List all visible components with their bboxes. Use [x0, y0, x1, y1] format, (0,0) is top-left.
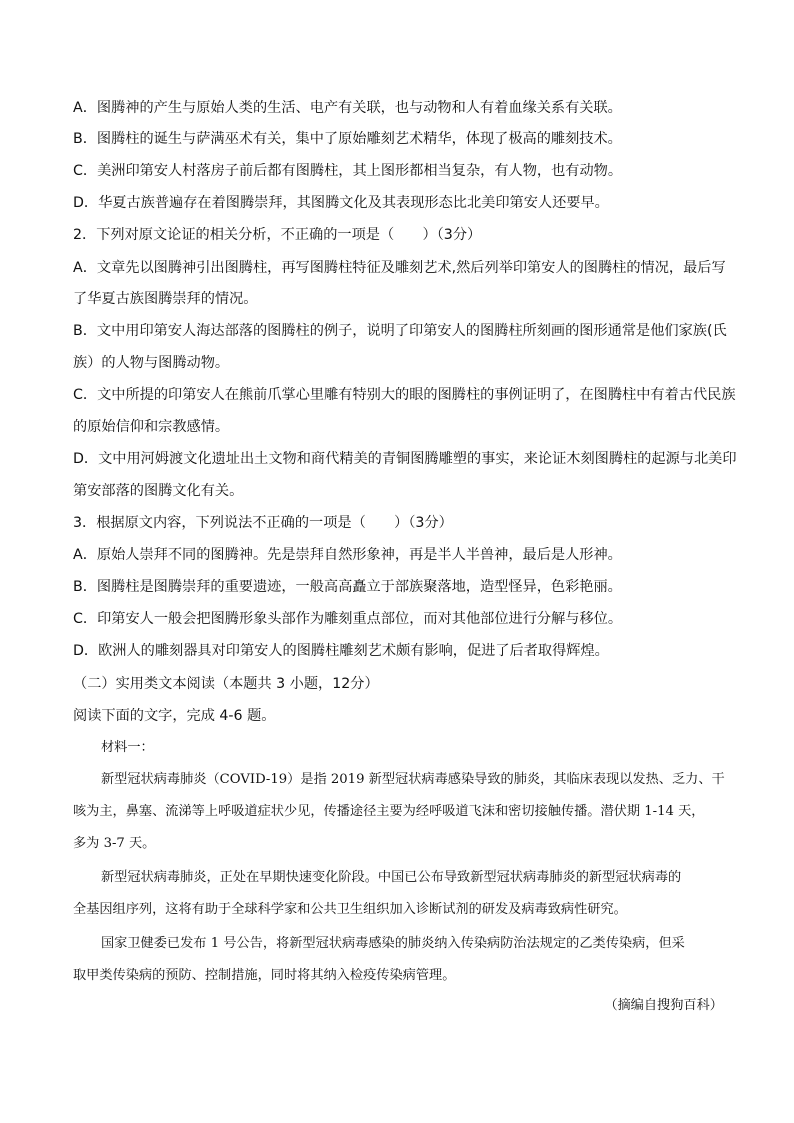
q2-stem: 2．下列对原文论证的相关分析，不正确的一项是（ ）（3分） — [73, 227, 482, 243]
section-instruction: 阅读下面的文字，完成 4-6 题。 — [73, 708, 276, 724]
q2-option-c-line2: 的原始信仰和宗教感情。 — [73, 419, 230, 435]
q3-stem: 3．根据原文内容，下列说法不正确的一项是（ ）（3分） — [73, 515, 453, 531]
q2-option-d-line1: D．文中用河姆渡文化遗址出土文物和商代精美的青铜图腾雕塑的事实，来论证木刻图腾柱的起源与北美印 — [73, 451, 737, 467]
material-para1-line3: 多为 3-7 天。 — [73, 836, 156, 851]
q1-option-b: B．图腾柱的诞生与萨满巫术有关，集中了原始雕刻艺术精华，体现了极高的雕刻技术。 — [73, 131, 622, 147]
q2-option-b-line1: B．文中用印第安人海达部落的图腾柱的例子，说明了印第安人的图腾柱所刻画的图形通常是他们家族(氏 — [73, 323, 727, 339]
q3-option-d: D．欧洲人的雕刻器具对印第安人的图腾柱雕刻艺术颇有影响，促进了后者取得辉煌。 — [73, 643, 609, 659]
q2-option-a-line2: 了华夏古族图腾崇拜的情况。 — [73, 291, 258, 307]
material-source: （摘编自搜狗百科） — [604, 998, 723, 1013]
q3-option-b: B．图腾柱是图腾崇拜的重要遗迹，一般高高矗立于部族聚落地，造型怪异，色彩艳丽。 — [73, 579, 622, 595]
q2-option-d-line2: 第安部落的图腾文化有关。 — [73, 483, 244, 499]
material-para2-line1: 新型冠状病毒肺炎，正处在早期快速变化阶段。中国已公布导致新型冠状病毒肺炎的新型冠状病毒的 — [101, 870, 682, 885]
material-para3-line1: 国家卫健委已发布 1 号公告，将新型冠状病毒感染的肺炎纳入传染病防治法规定的乙类传染病，但采 — [101, 936, 685, 951]
q2-option-c-line1: C．文中所提的印第安人在熊前爪掌心里雕有特别大的眼的图腾柱的事例证明了，在图腾柱中有着古代民族 — [73, 387, 736, 403]
q2-option-a-line1: A．文章先以图腾神引出图腾柱，再写图腾柱特征及雕刻艺术,然后列举印第安人的图腾柱的情况，最后写 — [73, 260, 726, 276]
q1-option-a: A．图腾神的产生与原始人类的生活、电产有关联，也与动物和人有着血缘关系有关联。 — [73, 100, 622, 116]
q1-option-d: D．华夏古族普遍存在着图腾崇拜，其图腾文化及其表现形态比北美印第安人还要早。 — [73, 195, 609, 211]
material-para1-line2: 咳为主，鼻塞、流涕等上呼吸道症状少见，传播途径主要为经呼吸道飞沫和密切接触传播。潜伏期 1-14 天， — [73, 804, 705, 819]
material-para3-line2: 取甲类传染病的预防、控制措施，同时将其纳入检疫传染病管理。 — [73, 968, 456, 983]
material-para1-line1: 新型冠状病毒肺炎（COVID-19）是指 2019 新型冠状病毒感染导致的肺炎，其临床表现以发热、乏力、干 — [101, 772, 725, 787]
section-heading: （二）实用类文本阅读（本题共 3 小题，12分） — [73, 676, 379, 692]
q2-option-b-line2: 族）的人物与图腾动物。 — [73, 355, 230, 371]
material-para2-line2: 全基因组序列，这将有助于全球科学家和公共卫生组织加入诊断试剂的研发及病毒致病性研究。 — [73, 902, 627, 917]
q1-option-c: C．美洲印第安人村落房子前后都有图腾柱，其上图形都相当复杂，有人物，也有动物。 — [73, 163, 623, 179]
material-label: 材料一： — [101, 740, 154, 755]
q3-option-a: A．原始人崇拜不同的图腾神。先是崇拜自然形象神，再是半人半兽神，最后是人形神。 — [73, 547, 622, 563]
q3-option-c: C．印第安人一般会把图腾形象头部作为雕刻重点部位，而对其他部位进行分解与移位。 — [73, 611, 623, 627]
